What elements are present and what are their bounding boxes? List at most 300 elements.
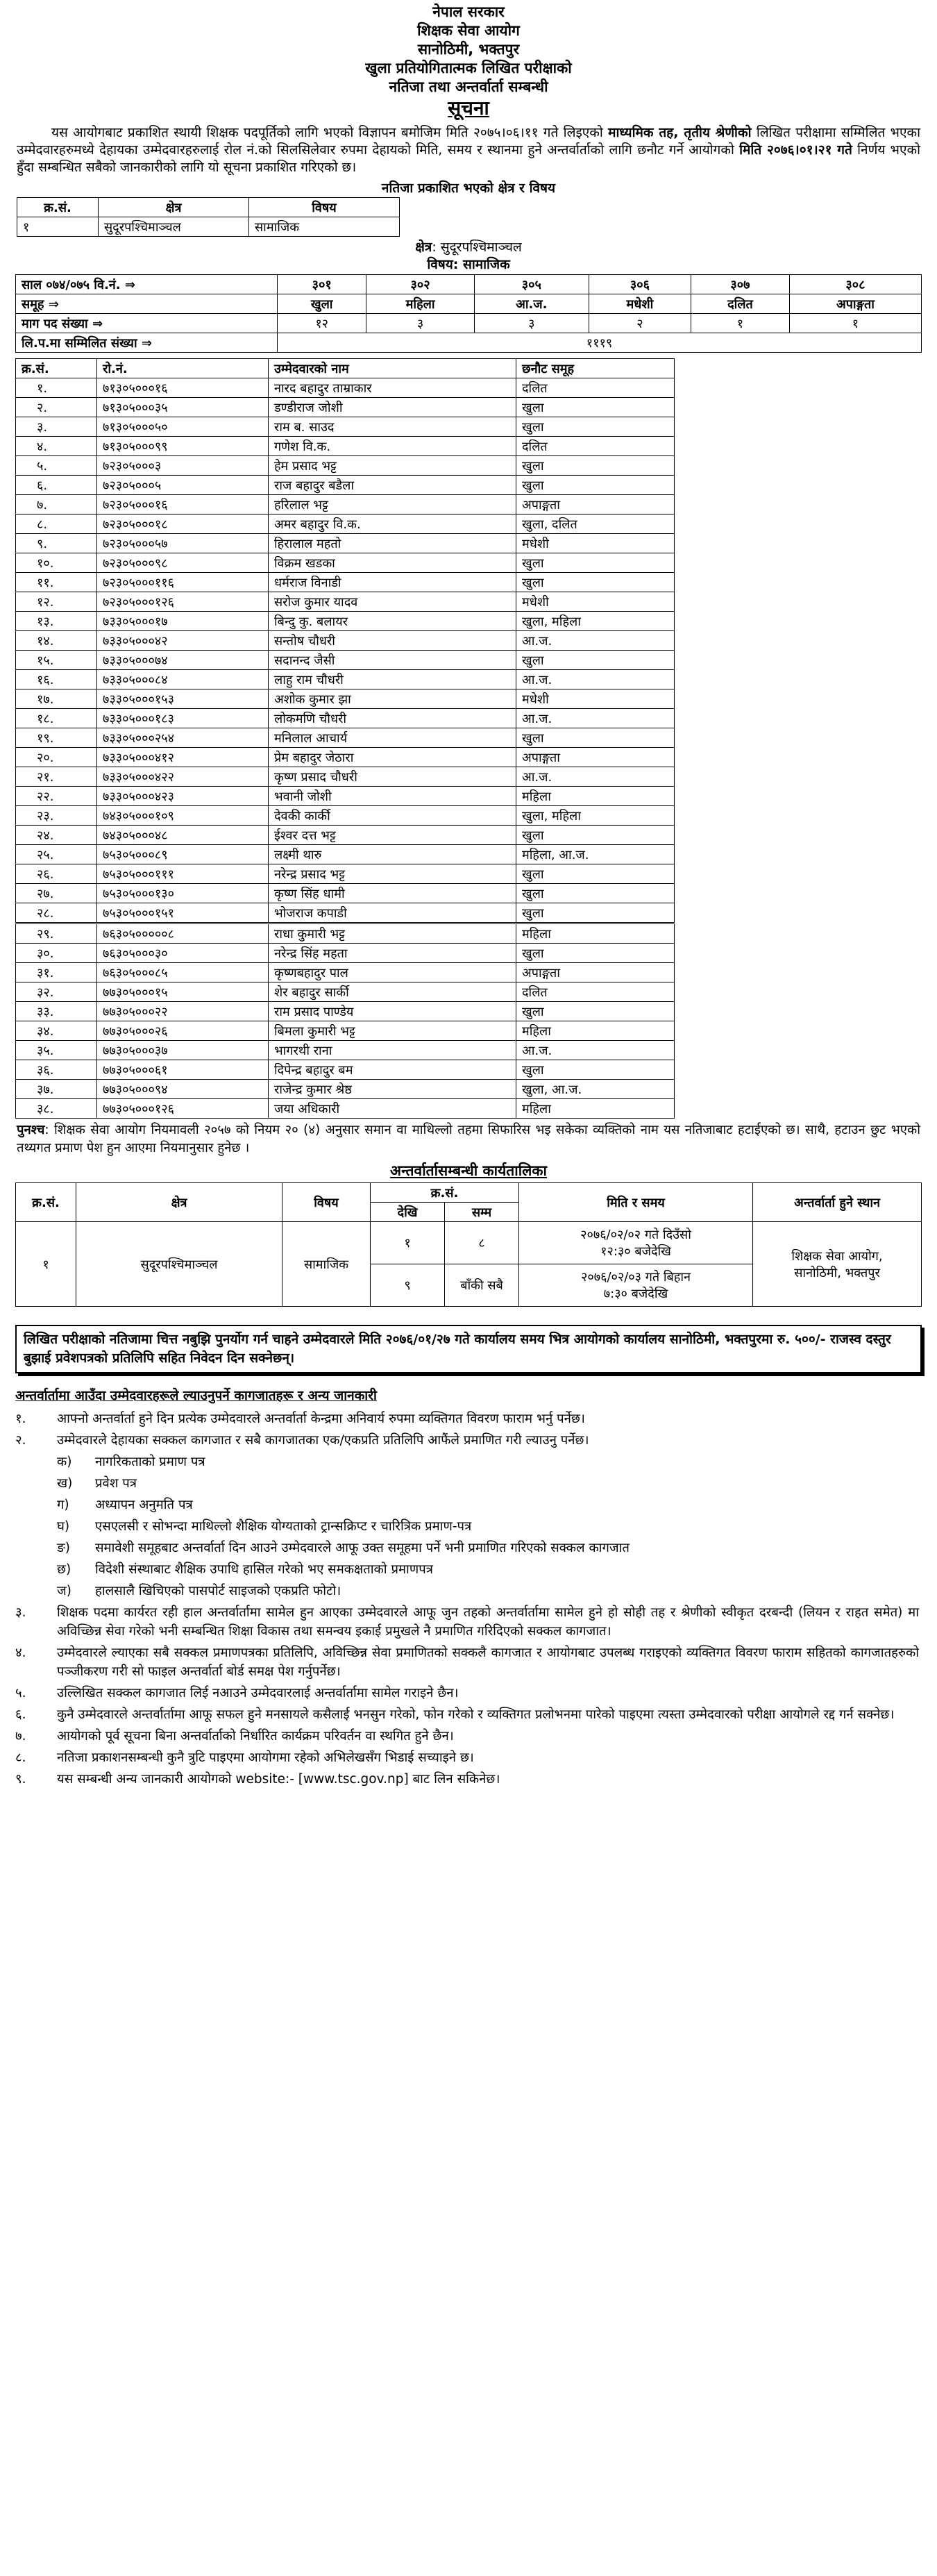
candidate-name: हिरालाल महतो [269, 534, 516, 553]
instruction-text: नतिजा प्रकाशनसम्बन्धी कुनै त्रुटि पाइएमा आयोगमा रहेको अभिलेखसँग भिडाई सच्याइने छ। [57, 1750, 474, 1765]
candidate-row [16, 689, 675, 709]
candidate-group: महिला, आ.ज. [516, 845, 675, 864]
candidate-col-group: छनौट समूह [516, 359, 675, 378]
candidate-name: मनिलाल आचार्य [269, 728, 516, 748]
candidate-row [16, 1002, 675, 1021]
candidate-sn: ६. [16, 476, 97, 495]
correction-note [14, 1121, 923, 1157]
candidate-sn: ९. [16, 534, 97, 553]
candidate-sn: २७. [16, 884, 97, 903]
schedule-col-venue: अन्तर्वार्ता हुने स्थान [753, 1183, 922, 1222]
schedule-row-1 [16, 1222, 922, 1264]
candidate-group: आ.ज. [516, 709, 675, 728]
instruction-item [15, 1410, 919, 1428]
candidate-sn: ३३. [16, 1002, 97, 1021]
instruction-item [15, 1431, 919, 1450]
intro-paragraph [14, 124, 923, 176]
candidate-name: नरेन्द्र सिंह महता [269, 944, 516, 963]
candidate-name: लाहु राम चौधरी [269, 670, 516, 689]
candidate-name: विक्रम खडका [269, 553, 516, 573]
quota-group: खुला [278, 294, 366, 314]
quota-group: दलित [691, 294, 790, 314]
results-area-header-row [17, 198, 919, 217]
candidate-row [16, 1041, 675, 1060]
candidate-sn: १४. [16, 631, 97, 651]
candidate-name: भवानी जोशी [269, 787, 516, 806]
candidate-roll: ७७३०५०००६१ [97, 1060, 269, 1080]
quota-label-year: साल ०७४/०७५ वि.नं. ⇒ [16, 275, 278, 294]
candidate-name: अशोक कुमार झा [269, 689, 516, 709]
subject-line: विषय: सामाजिक [427, 257, 510, 272]
candidate-sn: १८. [16, 709, 97, 728]
candidate-row [16, 1099, 675, 1119]
candidate-sn: २६. [16, 864, 97, 884]
instruction-subitem-letter: ज) [57, 1584, 71, 1598]
candidate-row [16, 923, 675, 944]
schedule-col-range: क्र.सं. [371, 1183, 519, 1203]
instruction-subitem [15, 1474, 919, 1493]
candidate-row [16, 903, 675, 923]
region-line [14, 238, 923, 256]
candidate-name: दिपेन्द्र बहादुर बम [269, 1060, 516, 1080]
candidate-roll: ७६३०५०००००८ [97, 923, 269, 944]
candidate-row [16, 826, 675, 845]
candidate-row [16, 476, 675, 495]
candidate-name: राज बहादुर बडैला [269, 476, 516, 495]
region-value: : सुदूरपश्चिमाञ्चल [432, 240, 522, 255]
instruction-number: ९. [15, 1772, 26, 1787]
candidate-name: शेर बहादुर सार्की [269, 982, 516, 1002]
quota-group: अपाङ्गता [789, 294, 921, 314]
candidate-row [16, 767, 675, 787]
candidate-roll: ७१३०५०००९९ [97, 437, 269, 456]
candidate-name: सन्तोष चौधरी [269, 631, 516, 651]
candidate-group: अपाङ्गता [516, 495, 675, 515]
candidate-sn: ३. [16, 417, 97, 437]
candidate-name: राम ब. साउद [269, 417, 516, 437]
candidate-group: खुला [516, 573, 675, 592]
candidate-name: जया अधिकारी [269, 1099, 516, 1119]
candidate-name: भोजराज कपाडी [269, 903, 516, 923]
candidate-row [16, 1021, 675, 1041]
candidate-group: आ.ज. [516, 767, 675, 787]
candidate-header-row [16, 359, 675, 378]
quota-row-codes [16, 275, 922, 294]
instruction-item [15, 1705, 919, 1724]
results-area-sn: १ [17, 217, 99, 237]
notice-title: सूचना [448, 97, 489, 119]
candidate-group: खुला [516, 826, 675, 845]
candidate-row [16, 709, 675, 728]
candidate-group: खुला [516, 1002, 675, 1021]
candidate-name: ईश्वर दत्त भट्ट [269, 826, 516, 845]
candidate-group: दलित [516, 982, 675, 1002]
candidate-name: राम प्रसाद पाण्डेय [269, 1002, 516, 1021]
intro-level: माध्यमिक तह, तृतीय श्रेणीको [608, 125, 752, 140]
candidate-sn: १९. [16, 728, 97, 748]
candidate-group: खुला [516, 651, 675, 670]
quota-label-demand: माग पद संख्या ⇒ [16, 314, 278, 333]
candidate-roll: ७३३०५०००८४ [97, 670, 269, 689]
quota-row-groups [16, 294, 922, 314]
candidate-sn: २. [16, 398, 97, 417]
candidate-group: महिला [516, 1021, 675, 1041]
candidate-name: राधा कुमारी भट्ट [269, 923, 516, 944]
schedule-region: सुदूरपश्चिमाञ्चल [76, 1222, 282, 1307]
instruction-text: उम्मेदवारले ल्याएका सबै सक्कल प्रमाणपत्रका प्रतिलिपि, अविच्छिन्न सेवा प्रमाणितको सक्कलै कागजात र आयोगबाट उपलब्ध गराइएको व्यक्तिगत विवरण फाराम सहितको कागजातहरुको पञ्जीकरण गरी सो फाइल अन्तर्वार्ता बोर्ड समक्ष पेश गर्नुपर्नेछ। [57, 1646, 919, 1679]
schedule-header-row [16, 1183, 922, 1203]
instruction-text: शिक्षक पदमा कार्यरत रही हाल अन्तर्वार्तामा सामेल हुन आएका उम्मेदवारले आफू जुन तहको अन्तर्वार्तामा सामेल हुने हो सोही तह र श्रेणीको स्वीकृत दरबन्दी (लियन र राहत समेत) मा अविच्छिन्न सेवा गरेको भनी सम्बन्धित शिक्षा विकास तथा समन्वय इकाई प्रमुखले नै प्रमाणित गरिदिएको सक्कल कागजात। [57, 1605, 919, 1639]
candidate-roll: ७३३०५०००४२२ [97, 767, 269, 787]
quota-code: ३०६ [589, 275, 691, 294]
quota-demand: २ [589, 314, 691, 333]
candidate-group: खुला, आ.ज. [516, 1080, 675, 1099]
quota-label-group: समूह ⇒ [16, 294, 278, 314]
candidate-row [16, 748, 675, 767]
candidate-group: खुला [516, 553, 675, 573]
candidate-group: खुला, महिला [516, 612, 675, 631]
candidate-row [16, 944, 675, 963]
schedule-venue [753, 1222, 922, 1307]
candidate-row [16, 573, 675, 592]
schedule-table [15, 1182, 922, 1307]
instruction-number: २. [15, 1433, 26, 1448]
quota-group: आ.ज. [474, 294, 589, 314]
candidate-sn: २१. [16, 767, 97, 787]
region-label: क्षेत्र [415, 240, 432, 255]
schedule-col-datetime: मिति र समय [519, 1183, 753, 1222]
instruction-subitem-text: हालसालै खिचिएको पासपोर्ट साइजको एकप्रति फोटो। [95, 1584, 341, 1598]
candidate-roll: ७२३०५०००१२६ [97, 592, 269, 612]
instruction-item [15, 1603, 919, 1641]
candidate-group: खुला [516, 398, 675, 417]
candidate-roll: ७५३०५०००१३० [97, 884, 269, 903]
results-area-region: सुदूरपश्चिमाञ्चल [99, 217, 249, 237]
candidate-sn: ३८. [16, 1099, 97, 1119]
candidate-sn: १३. [16, 612, 97, 631]
header-result-interview: नतिजा तथा अन्तर्वार्ता सम्बन्धी [389, 78, 548, 95]
candidate-sn: ३०. [16, 944, 97, 963]
instruction-number: १. [15, 1412, 26, 1426]
schedule-slot1-hour: १२:३० बजेदेखि [600, 1244, 671, 1259]
schedule-subject: सामाजिक [282, 1222, 371, 1307]
quota-group: महिला [366, 294, 474, 314]
instruction-subitem [15, 1582, 919, 1600]
instruction-text: उल्लिखित सक्कल कागजात लिई नआउने उम्मेदवारलाई अन्तर्वार्तामा सामेल गराइने छैन। [57, 1686, 459, 1700]
candidate-group: खुला [516, 476, 675, 495]
schedule-slot2-date: २०७६/०२/०३ गते बिहान [581, 1270, 691, 1285]
candidate-name: नरेन्द्र प्रसाद भट्ट [269, 864, 516, 884]
candidate-row [16, 592, 675, 612]
candidate-row [16, 515, 675, 534]
candidate-col-name: उम्मेदवारको नाम [269, 359, 516, 378]
instruction-subitem-letter: ख) [57, 1476, 73, 1491]
instruction-subitem-letter: घ) [57, 1519, 70, 1534]
instruction-subitem-text: समावेशी समूहबाट अन्तर्वार्ता दिन आउने उम्मेदवारले आफू उक्त समूहमा पर्ने भनी प्रमाणित गरिएको सक्कल कागजात [95, 1541, 630, 1555]
candidate-row [16, 1060, 675, 1080]
quota-code: ३०७ [691, 275, 790, 294]
intro-text-3: निर्णय भएको हुँदा सम्बन्धित सबैको जानकारीको लागि यो सूचना प्रकाशित गरिएको छ। [17, 142, 920, 175]
quota-demand: ३ [366, 314, 474, 333]
instruction-subitem-letter: ङ) [57, 1541, 71, 1555]
candidate-group: मधेशी [516, 592, 675, 612]
candidate-name: धर्मराज विनाडी [269, 573, 516, 592]
candidate-roll: ७५३०५०००१११ [97, 864, 269, 884]
schedule-col-sn: क्र.सं. [16, 1183, 76, 1222]
header-address: सानोठिमी, भक्तपुर [417, 41, 520, 58]
candidate-name: देवकी कार्की [269, 806, 516, 826]
instruction-subitem-text: एसएलसी र सोभन्दा माथिल्लो शैक्षिक योग्यताको ट्रान्सक्रिप्ट र चारित्रिक प्रमाण-पत्र [95, 1519, 472, 1534]
instruction-item [15, 1748, 919, 1767]
quota-demand: १ [691, 314, 790, 333]
candidate-roll: ७७३०५०००२२ [97, 1002, 269, 1021]
candidate-roll: ७३३०५०००१८३ [97, 709, 269, 728]
quota-demand: १२ [278, 314, 366, 333]
candidate-roll: ७७३०५०००२६ [97, 1021, 269, 1041]
candidate-group: मधेशी [516, 534, 675, 553]
results-area-blank-cell [400, 217, 919, 237]
candidate-group: दलित [516, 378, 675, 398]
instruction-number: ७. [15, 1729, 26, 1743]
candidate-row [16, 728, 675, 748]
instruction-item [15, 1727, 919, 1746]
instruction-subitem-text: नागरिकताको प्रमाण पत्र [95, 1455, 205, 1469]
candidate-row [16, 982, 675, 1002]
candidate-group: खुला [516, 456, 675, 476]
candidate-roll: ७३३०५०००२५४ [97, 728, 269, 748]
candidate-group: अपाङ्गता [516, 748, 675, 767]
candidate-row [16, 631, 675, 651]
candidate-group: महिला [516, 923, 675, 944]
candidate-row [16, 845, 675, 864]
candidate-roll: ७७३०५०००१२६ [97, 1099, 269, 1119]
candidate-row [16, 534, 675, 553]
schedule-col-from: देखि [371, 1203, 445, 1222]
candidate-group: महिला [516, 1099, 675, 1119]
instruction-subitem-text: प्रवेश पत्र [95, 1476, 137, 1491]
candidate-roll: ७२३०५०००५७ [97, 534, 269, 553]
instruction-subitem-text: विदेशी संस्थाबाट शैक्षिक उपाधि हासिल गरेको भए समकक्षताको प्रमाणपत्र [95, 1562, 433, 1577]
quota-row-demand [16, 314, 922, 333]
schedule-slot1-date: २०७६/०२/०२ गते दिउँसो [580, 1228, 691, 1242]
quota-code: ३०८ [789, 275, 921, 294]
candidate-roll: ७४३०५०००१०९ [97, 806, 269, 826]
candidate-sn: ३६. [16, 1060, 97, 1080]
schedule-slot2-hour: ७:३० बजेदेखि [603, 1287, 668, 1301]
candidate-roll: ७१३०५०००३५ [97, 398, 269, 417]
candidate-group: खुला [516, 884, 675, 903]
results-area-table [17, 197, 919, 237]
instruction-text: यस सम्बन्धी अन्य जानकारी आयोगको website:- [www.tsc.gov.np] बाट लिन सकिनेछ। [57, 1772, 500, 1787]
schedule-slot2-time [519, 1264, 753, 1307]
schedule-title-text: अन्तर्वार्तासम्बन्धी कार्यतालिका [390, 1162, 547, 1179]
candidate-group: खुला, महिला [516, 806, 675, 826]
schedule-slot1-from: १ [371, 1222, 445, 1264]
candidate-name: अमर बहादुर वि.क. [269, 515, 516, 534]
candidate-row [16, 378, 675, 398]
candidate-sn: ८. [16, 515, 97, 534]
candidate-name: लोकमणि चौधरी [269, 709, 516, 728]
correction-text: : शिक्षक सेवा आयोग नियमावली २०५७ को नियम २० (४) अनुसार समान वा माथिल्लो तहमा सिफारिस भइ सकेका व्यक्तिको नाम यस नतिजाबाट हटाईएको छ। साथै, हटाउन छुट भएको तथ्यगत प्रमाण पेश हुन आएमा नियमानुसार हुनेछ । [17, 1123, 920, 1155]
header-government: नेपाल सरकार [432, 3, 505, 20]
correction-label: पुनश्च [17, 1123, 45, 1137]
candidate-group: खुला [516, 417, 675, 437]
instruction-subitem [15, 1560, 919, 1579]
candidate-roll: ७३३०५०००१७ [97, 612, 269, 631]
quota-code: ३०१ [278, 275, 366, 294]
candidate-roll: ७२३०५०००१६ [97, 495, 269, 515]
schedule-col-region: क्षेत्र [76, 1183, 282, 1222]
candidate-group: खुला [516, 864, 675, 884]
candidate-row [16, 495, 675, 515]
candidate-roll: ७२३०५०००९८ [97, 553, 269, 573]
instruction-subitem-letter: छ) [57, 1562, 71, 1577]
document-header [14, 3, 923, 120]
candidate-row [16, 612, 675, 631]
results-area-col-subject: विषय [249, 198, 400, 217]
candidate-group: खुला [516, 903, 675, 923]
quota-code: ३०२ [366, 275, 474, 294]
candidate-sn: १०. [16, 553, 97, 573]
instruction-text: आयोगको पूर्व सूचना बिना अन्तर्वार्ताको निर्धारित कार्यक्रम परिवर्तन वा स्थगित हुने छैन। [57, 1729, 454, 1743]
candidate-sn: ७. [16, 495, 97, 515]
candidate-group: खुला [516, 1060, 675, 1080]
candidate-group: दलित [516, 437, 675, 456]
candidate-roll: ७२३०५०००५ [97, 476, 269, 495]
instruction-subitem-letter: क) [57, 1455, 72, 1469]
candidate-col-sn: क्र.सं. [16, 359, 97, 378]
candidate-group: आ.ज. [516, 670, 675, 689]
instruction-subitem [15, 1453, 919, 1471]
candidate-row [16, 1080, 675, 1099]
candidate-sn: २८. [16, 903, 97, 923]
candidate-roll: ७६३०५०००३० [97, 944, 269, 963]
candidate-sn: १७. [16, 689, 97, 709]
candidate-name: लक्ष्मी थारु [269, 845, 516, 864]
intro-decision-date: मिति २०७६।०१।२१ गते [739, 142, 852, 158]
candidate-group: महिला [516, 787, 675, 806]
candidate-roll: ७१३०५०००१६ [97, 378, 269, 398]
instruction-item [15, 1770, 919, 1789]
candidate-sn: २०. [16, 748, 97, 767]
candidate-roll: ७६३०५०००८५ [97, 963, 269, 982]
schedule-col-to: सम्म [445, 1203, 519, 1222]
results-area-title: नतिजा प्रकाशित भएको क्षेत्र र विषय [381, 181, 556, 196]
candidate-name: नारद बहादुर ताम्राकार [269, 378, 516, 398]
candidate-row [16, 864, 675, 884]
candidate-row [16, 417, 675, 437]
candidate-sn: ३२. [16, 982, 97, 1002]
candidate-row [16, 670, 675, 689]
candidate-col-roll: रो.नं. [97, 359, 269, 378]
candidate-name: कृष्ण प्रसाद चौधरी [269, 767, 516, 787]
candidate-sn: ३४. [16, 1021, 97, 1041]
candidate-name: भागरथी राना [269, 1041, 516, 1060]
candidate-sn: १. [16, 378, 97, 398]
candidate-roll: ७२३०५०००१८ [97, 515, 269, 534]
candidate-name: प्रेम बहादुर जेठारा [269, 748, 516, 767]
instructions-title: अन्तर्वार्तामा आउँदा उम्मेदवारहरूले ल्याउनुपर्ने कागजातहरू र अन्य जानकारी [15, 1388, 377, 1403]
schedule-venue-line2: सानोठिमी, भक्तपुर [794, 1265, 880, 1280]
schedule-slot1-to: ८ [445, 1222, 519, 1264]
quota-participants: १११९ [278, 333, 922, 353]
candidate-roll: ७३३०५०००४१२ [97, 748, 269, 767]
candidate-roll: ७३३०५०००४२ [97, 631, 269, 651]
candidate-sn: ५. [16, 456, 97, 476]
candidate-name: गणेश वि.क. [269, 437, 516, 456]
instructions-list [14, 1410, 923, 1789]
candidate-name: डण्डीराज जोशी [269, 398, 516, 417]
candidate-sn: २५. [16, 845, 97, 864]
candidate-sn: २४. [16, 826, 97, 845]
candidate-row [16, 787, 675, 806]
candidate-row [16, 456, 675, 476]
results-area-col-region: क्षेत्र [99, 198, 249, 217]
schedule-slot1-time [519, 1222, 753, 1264]
instruction-subitem-text: अध्यापन अनुमति पत्र [95, 1498, 193, 1512]
candidate-name: सरोज कुमार यादव [269, 592, 516, 612]
results-area-col-sn: क्र.सं. [17, 198, 99, 217]
instruction-item [15, 1684, 919, 1703]
candidate-sn: ४. [16, 437, 97, 456]
candidate-row [16, 806, 675, 826]
candidate-roll: ७७३०५०००३७ [97, 1041, 269, 1060]
candidate-roll: ७३३०५०००७४ [97, 651, 269, 670]
candidate-roll: ७३३०५०००१५३ [97, 689, 269, 709]
candidate-sn: २२. [16, 787, 97, 806]
candidate-sn: ३५. [16, 1041, 97, 1060]
candidate-sn: ११. [16, 573, 97, 592]
instruction-text: आफ्नो अन्तर्वार्ता हुने दिन प्रत्येक उम्मेदवारले अन्तर्वार्ता केन्द्रमा अनिवार्य रुपमा व्यक्तिगत विवरण फाराम भर्नु पर्नेछ। [57, 1412, 585, 1426]
candidate-roll: ७४३०५०००४८ [97, 826, 269, 845]
candidate-name: कृष्ण सिंह धामी [269, 884, 516, 903]
header-exam-type: खुला प्रतियोगितात्मक लिखित परीक्षाको [365, 60, 572, 76]
notice-page [14, 0, 923, 1789]
candidate-roll: ७२३०५०००११६ [97, 573, 269, 592]
candidate-group: खुला, दलित [516, 515, 675, 534]
candidate-roll: ७१३०५०००५० [97, 417, 269, 437]
quota-demand: ३ [474, 314, 589, 333]
candidate-roll: ७७३०५०००१५ [97, 982, 269, 1002]
intro-text-2: लिखित परीक्षामा सम्मिलित भएका उम्मेदवारहरुमध्ये देहायका उम्मेदवारहरुलाई रोल नं.को सिलसिलेवार रुपमा देहायको मिति, समय र स्थानमा हुने अन्तर्वार्ताको लागि छनौट गर्ने आयोगको [17, 125, 921, 158]
candidate-sn: ३७. [16, 1080, 97, 1099]
candidate-sn: २९. [16, 923, 97, 944]
candidate-group: आ.ज. [516, 631, 675, 651]
candidate-group: खुला [516, 944, 675, 963]
schedule-title [14, 1160, 923, 1181]
candidate-row [16, 651, 675, 670]
candidate-name: हरिलाल भट्ट [269, 495, 516, 515]
instruction-number: ८. [15, 1750, 26, 1765]
schedule-slot2-from: ९ [371, 1264, 445, 1307]
instruction-item [15, 1644, 919, 1681]
candidate-group: मधेशी [516, 689, 675, 709]
candidate-sn: १५. [16, 651, 97, 670]
candidate-row [16, 398, 675, 417]
recheck-text: लिखित परीक्षाको नतिजामा चित्त नबुझि पुनर्योग गर्न चाहने उम्मेदवारले मिति २०७६/०१/२७ गते कार्यालय समय भित्र आयोगको कार्यालय सानोठिमी, भक्तपुरमा रु. ५००/- राजस्व दस्तुर बुझाई प्रवेशपत्रको प्रतिलिपि सहित निवेदन दिन सक्नेछन्। [24, 1332, 891, 1366]
candidate-sn: १२. [16, 592, 97, 612]
instruction-subitem [15, 1517, 919, 1536]
results-area-subject: सामाजिक [249, 217, 400, 237]
candidate-sn: ३१. [16, 963, 97, 982]
quota-table [15, 274, 922, 353]
candidate-group: अपाङ्गता [516, 963, 675, 982]
schedule-venue-line1: शिक्षक सेवा आयोग, [791, 1248, 883, 1264]
candidate-name: बिमला कुमारी भट्ट [269, 1021, 516, 1041]
quota-code: ३०५ [474, 275, 589, 294]
recheck-notice [15, 1325, 922, 1373]
candidate-name: कृष्णबहादुर पाल [269, 963, 516, 982]
